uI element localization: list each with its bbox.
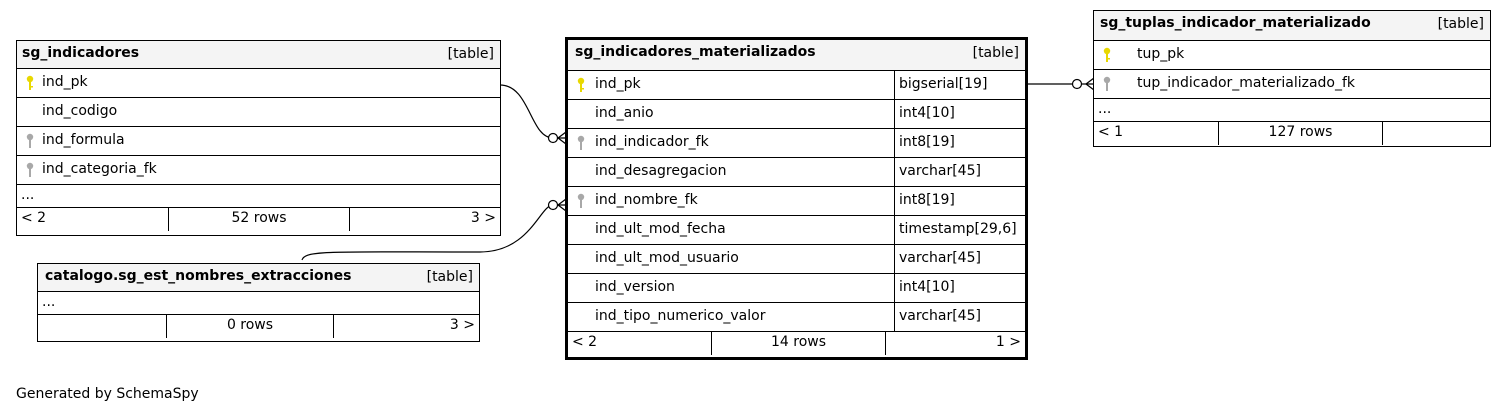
column-type: varchar[45]: [894, 158, 981, 186]
column-name: ind_ult_mod_usuario: [595, 250, 739, 266]
column-name: ind_nombre_fk: [595, 192, 698, 208]
foreign-key-icon: [25, 133, 35, 149]
column-type: varchar[45]: [894, 303, 981, 331]
column-row: [568, 274, 1025, 303]
row-count: 14 rows: [712, 332, 886, 355]
table-header: [17, 41, 500, 69]
column-row: [568, 303, 1025, 332]
column-row: [1094, 41, 1490, 70]
column-name: ind_formula: [42, 132, 125, 148]
table-name: catalogo.sg_est_nombres_extracciones: [45, 268, 352, 284]
table-sg-indicadores-materializados[interactable]: [565, 37, 1028, 360]
column-type: varchar[45]: [894, 245, 981, 273]
more-columns: ...: [38, 292, 479, 315]
row-count: 127 rows: [1219, 122, 1383, 145]
more-columns: ...: [17, 185, 500, 208]
column-type: int8[19]: [894, 129, 955, 157]
column-row: [17, 156, 500, 185]
column-row: [568, 158, 1025, 187]
children-link[interactable]: 3 >: [449, 317, 475, 333]
table-kind: [table]: [1437, 16, 1484, 32]
row-count: 52 rows: [169, 208, 350, 231]
column-name: ind_ult_mod_fecha: [595, 221, 726, 237]
generated-by-caption: Generated by SchemaSpy: [16, 386, 199, 402]
column-row: [568, 245, 1025, 274]
foreign-key-icon: [25, 162, 35, 178]
column-name: ind_categoria_fk: [42, 161, 157, 177]
parents-link[interactable]: < 2: [17, 208, 169, 231]
children-link[interactable]: [1383, 122, 1490, 145]
table-name: sg_tuplas_indicador_materializado: [1100, 15, 1371, 31]
primary-key-icon: [576, 77, 586, 93]
column-type: int4[10]: [894, 100, 955, 128]
parents-link[interactable]: [38, 315, 167, 338]
column-type: timestamp[29,6]: [894, 216, 1017, 244]
table-footer: [568, 332, 1025, 355]
column-name: ind_tipo_numerico_valor: [595, 308, 766, 324]
column-type: int8[19]: [894, 187, 955, 215]
table-name: sg_indicadores: [22, 45, 140, 61]
parents-link[interactable]: < 1: [1094, 122, 1219, 145]
column-row: [1094, 70, 1490, 99]
row-count: 0 rows: [167, 315, 334, 338]
table-footer: [17, 208, 500, 231]
column-row: [17, 98, 500, 127]
primary-key-icon: [1102, 47, 1112, 63]
foreign-key-icon: [576, 193, 586, 209]
children-link[interactable]: 3 >: [470, 210, 496, 226]
column-name: tup_pk: [1137, 46, 1185, 62]
column-name: ind_indicador_fk: [595, 134, 709, 150]
column-type: bigserial[19]: [894, 71, 987, 99]
column-name: ind_desagregacion: [595, 163, 727, 179]
table-kind: [table]: [972, 45, 1019, 61]
column-row: [568, 187, 1025, 216]
edge-indicadores-to-materializados: [500, 85, 566, 138]
table-sg-indicadores[interactable]: [16, 40, 501, 236]
foreign-key-icon: [576, 135, 586, 151]
column-row: [568, 100, 1025, 129]
column-name: ind_pk: [595, 76, 641, 92]
parents-link[interactable]: < 2: [568, 332, 712, 355]
column-name: ind_codigo: [42, 103, 118, 119]
table-sg-tuplas-indicador-materializado[interactable]: [1093, 10, 1491, 147]
column-row: [568, 71, 1025, 100]
table-header: [568, 40, 1025, 71]
foreign-key-icon: [1102, 76, 1112, 92]
column-name: tup_indicador_materializado_fk: [1137, 75, 1356, 91]
column-type: int4[10]: [894, 274, 955, 302]
column-name: ind_pk: [42, 74, 88, 90]
more-columns: ...: [1094, 99, 1490, 122]
table-catalogo-sg-est-nombres-extracciones[interactable]: [37, 263, 480, 342]
table-kind: [table]: [447, 46, 494, 62]
column-row: [17, 69, 500, 98]
table-footer: [1094, 122, 1490, 145]
column-row: [17, 127, 500, 156]
table-name: sg_indicadores_materializados: [575, 44, 816, 60]
column-row: [568, 129, 1025, 158]
children-link[interactable]: 1 >: [995, 334, 1021, 350]
table-footer: [38, 315, 479, 338]
column-name: ind_version: [595, 279, 675, 295]
table-kind: [table]: [426, 269, 473, 285]
primary-key-icon: [25, 75, 35, 91]
column-name: ind_anio: [595, 105, 654, 121]
column-row: [568, 216, 1025, 245]
table-header: [38, 264, 479, 292]
table-header: [1094, 11, 1490, 41]
